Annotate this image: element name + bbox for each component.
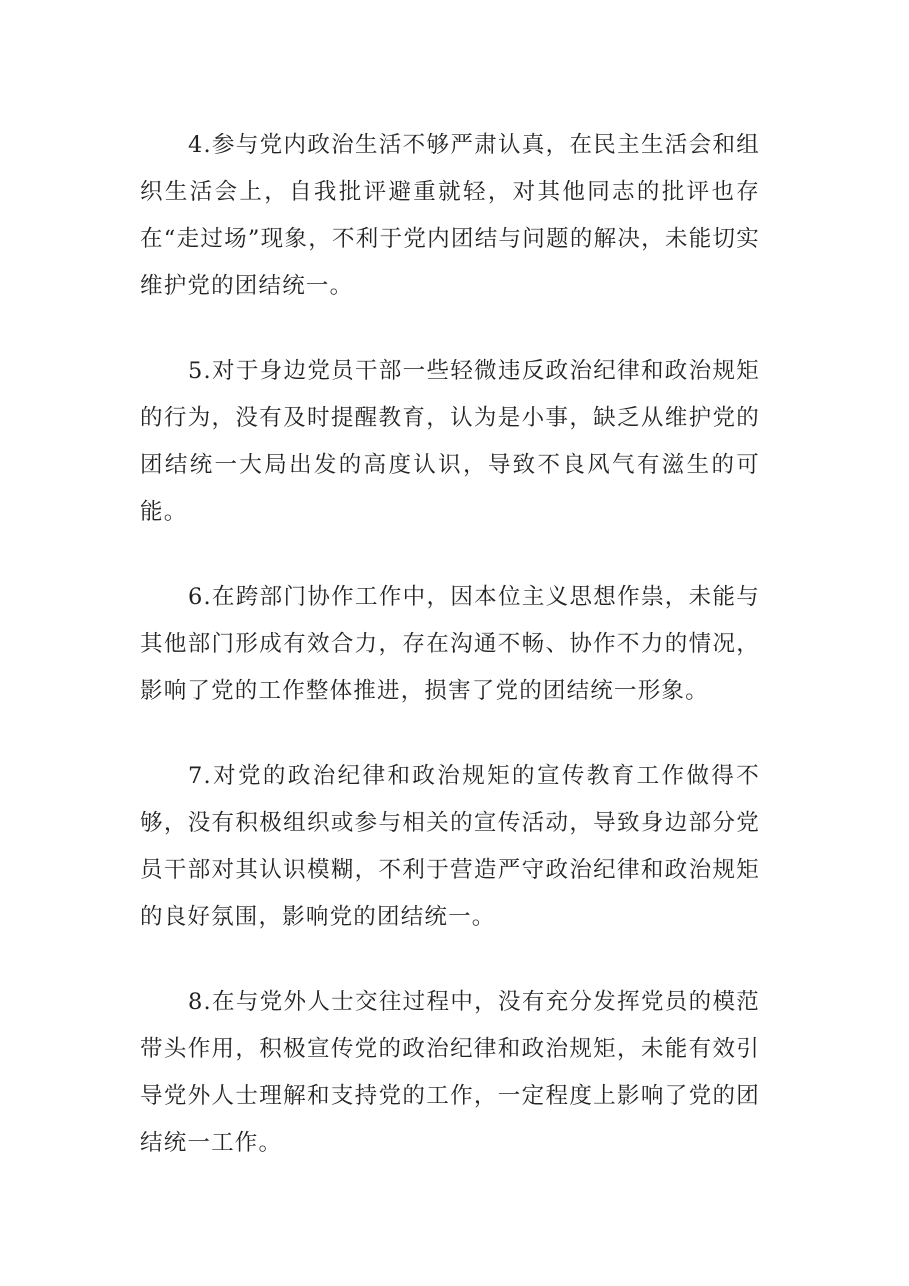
- paragraph-item-7: 7.对党的政治纪律和政治规矩的宣传教育工作做得不够，没有积极组织或参与相关的宣传活动，导致身边部分党员干部对其认识模糊，不利于营造严守政治纪律和政治规矩的良好氛围，影响党的团结统一。: [140, 763, 760, 930]
- paragraph-item-4: 4.参与党内政治生活不够严肃认真，在民主生活会和组织生活会上，自我批评避重就轻，对其他同志的批评也存在“走过场”现象，不利于党内团结与问题的解决，未能切实维护党的团结统一。: [140, 132, 760, 299]
- paragraph-item-8: 8.在与党外人士交往过程中，没有充分发挥党员的模范带头作用，积极宣传党的政治纪律和政治规矩，未能有效引导党外人士理解和支持党的工作，一定程度上影响了党的团结统一工作。: [140, 989, 760, 1156]
- paragraph-item-5: 5.对于身边党员干部一些轻微违反政治纪律和政治规矩的行为，没有及时提醒教育，认为是小事，缺乏从维护党的团结统一大局出发的高度认识，导致不良风气有滋生的可能。: [140, 358, 760, 525]
- paragraph-item-6: 6.在跨部门协作工作中，因本位主义思想作祟，未能与其他部门形成有效合力，存在沟通不畅、协作不力的情况，影响了党的工作整体推进，损害了党的团结统一形象。: [140, 584, 760, 704]
